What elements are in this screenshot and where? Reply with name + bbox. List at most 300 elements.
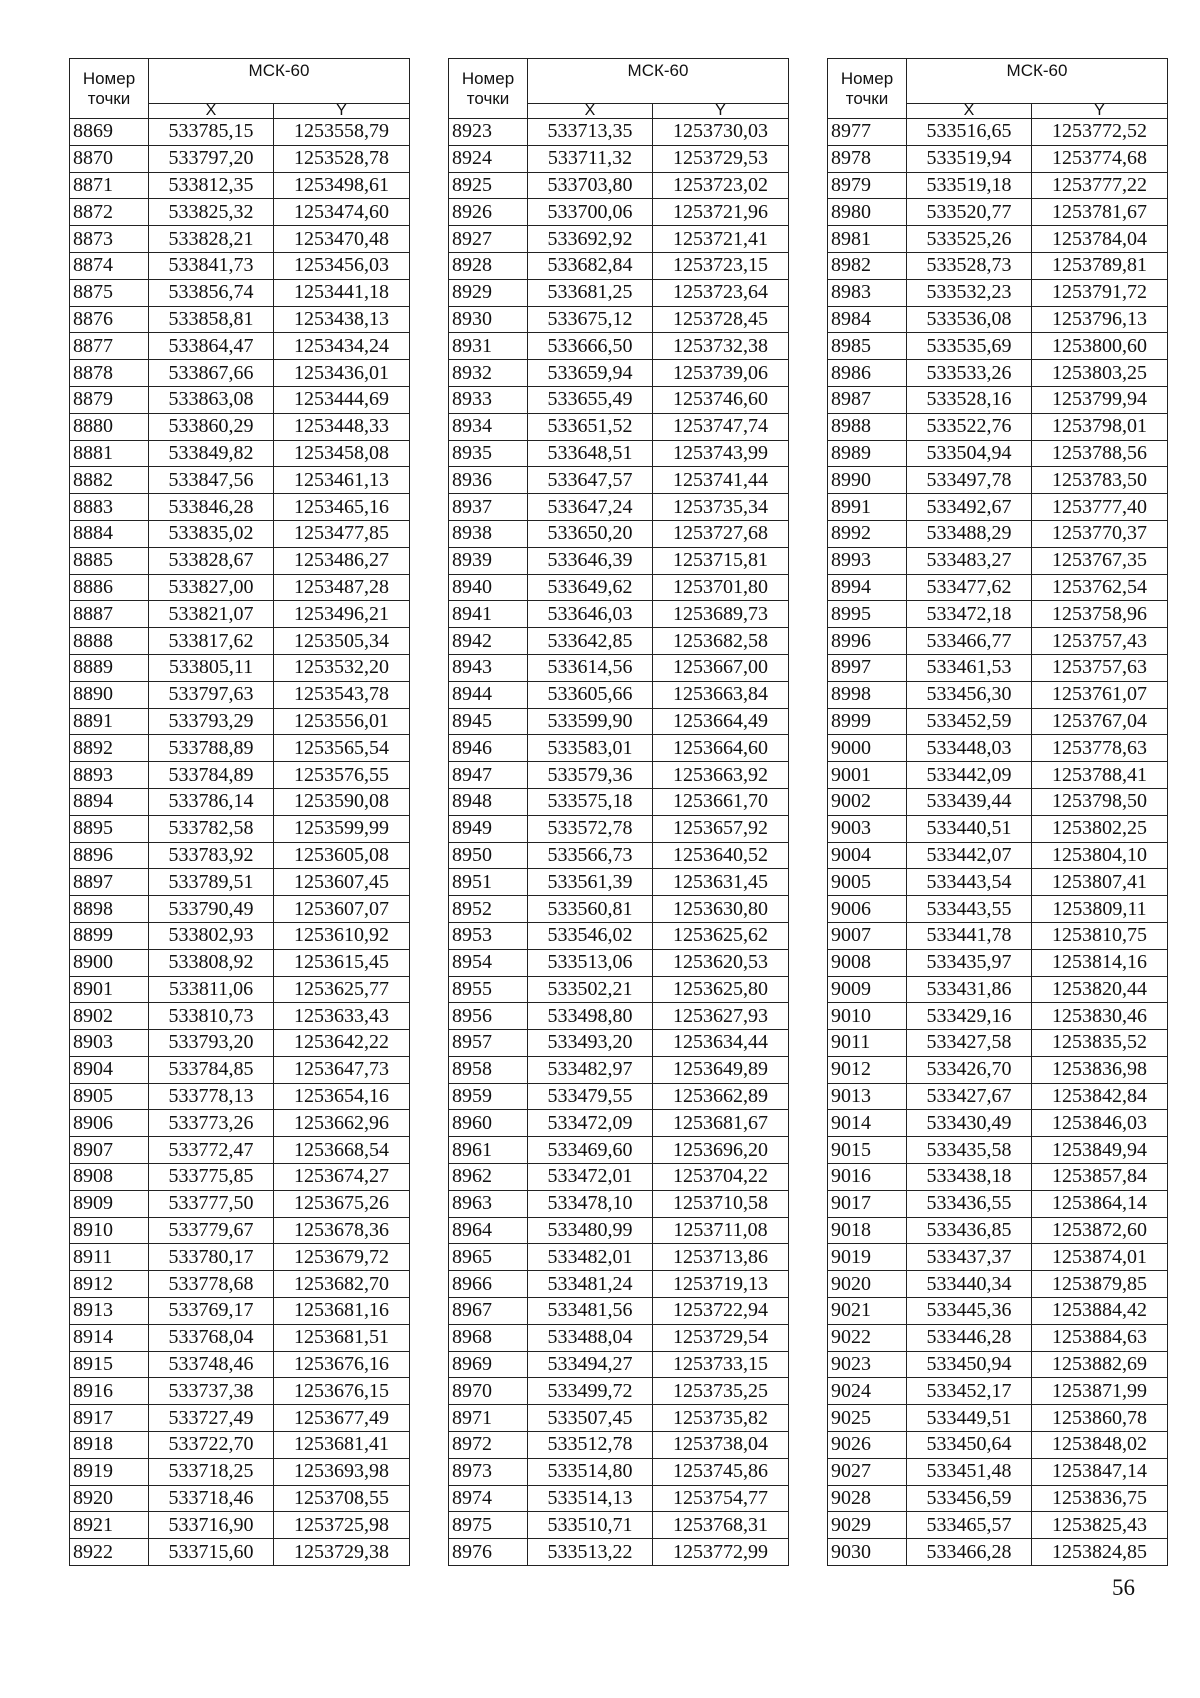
y-coordinate-cell: 1253727,68	[653, 520, 789, 547]
table-row	[828, 1137, 1168, 1164]
x-coordinate-cell: 533456,30	[907, 681, 1032, 708]
x-coordinate-cell: 533479,55	[528, 1083, 653, 1110]
y-coordinate-cell: 1253681,51	[274, 1324, 410, 1351]
point-number-cell: 8982	[828, 252, 907, 279]
x-coordinate-cell: 533682,84	[528, 252, 653, 279]
x-coordinate-cell: 533713,35	[528, 119, 653, 146]
table-row	[449, 1137, 789, 1164]
point-number-cell: 8991	[828, 494, 907, 521]
point-number-cell: 8911	[70, 1244, 149, 1271]
y-coordinate-cell: 1253662,89	[653, 1083, 789, 1110]
table-body	[449, 119, 789, 1566]
table-row	[70, 1271, 410, 1298]
table-row	[828, 386, 1168, 413]
point-number-cell: 8899	[70, 922, 149, 949]
table-row	[828, 520, 1168, 547]
y-coordinate-cell: 1253882,69	[1032, 1351, 1168, 1378]
y-coordinate-cell: 1253871,99	[1032, 1378, 1168, 1405]
header-point-number: Номер точки	[70, 59, 149, 119]
point-number-cell: 8992	[828, 520, 907, 547]
y-coordinate-cell: 1253543,78	[274, 681, 410, 708]
x-coordinate-cell: 533605,66	[528, 681, 653, 708]
point-number-cell: 8952	[449, 896, 528, 923]
y-coordinate-cell: 1253715,81	[653, 547, 789, 574]
y-coordinate-cell: 1253576,55	[274, 762, 410, 789]
x-coordinate-cell: 533435,97	[907, 949, 1032, 976]
table-row	[828, 413, 1168, 440]
coordinates-table-1	[69, 58, 410, 1566]
point-number-cell: 9016	[828, 1164, 907, 1191]
point-number-cell: 8919	[70, 1458, 149, 1485]
table-row	[449, 574, 789, 601]
point-number-cell: 9028	[828, 1485, 907, 1512]
point-number-cell: 9005	[828, 869, 907, 896]
y-coordinate-cell: 1253664,49	[653, 708, 789, 735]
x-coordinate-cell: 533430,49	[907, 1110, 1032, 1137]
x-coordinate-cell: 533461,53	[907, 654, 1032, 681]
point-number-cell: 8922	[70, 1539, 149, 1566]
y-coordinate-cell: 1253711,08	[653, 1217, 789, 1244]
y-coordinate-cell: 1253615,45	[274, 949, 410, 976]
y-coordinate-cell: 1253657,92	[653, 815, 789, 842]
point-number-cell: 8938	[449, 520, 528, 547]
y-coordinate-cell: 1253884,63	[1032, 1324, 1168, 1351]
x-coordinate-cell: 533860,29	[149, 413, 274, 440]
y-coordinate-cell: 1253458,08	[274, 440, 410, 467]
table-row	[828, 574, 1168, 601]
y-coordinate-cell: 1253436,01	[274, 360, 410, 387]
y-coordinate-cell: 1253781,67	[1032, 199, 1168, 226]
x-coordinate-cell: 533451,48	[907, 1458, 1032, 1485]
y-coordinate-cell: 1253721,96	[653, 199, 789, 226]
y-coordinate-cell: 1253474,60	[274, 199, 410, 226]
y-coordinate-cell: 1253661,70	[653, 788, 789, 815]
point-number-cell: 9002	[828, 788, 907, 815]
point-number-cell: 8954	[449, 949, 528, 976]
point-number-cell: 8880	[70, 413, 149, 440]
table-row	[449, 601, 789, 628]
point-number-cell: 8939	[449, 547, 528, 574]
point-number-cell: 8995	[828, 601, 907, 628]
x-coordinate-cell: 533847,56	[149, 467, 274, 494]
x-coordinate-cell: 533647,57	[528, 467, 653, 494]
x-coordinate-cell: 533448,03	[907, 735, 1032, 762]
x-coordinate-cell: 533772,47	[149, 1137, 274, 1164]
y-coordinate-cell: 1253627,93	[653, 1003, 789, 1030]
y-coordinate-cell: 1253830,46	[1032, 1003, 1168, 1030]
point-number-cell: 8989	[828, 440, 907, 467]
point-number-cell: 8875	[70, 279, 149, 306]
x-coordinate-cell: 533651,52	[528, 413, 653, 440]
table-row	[449, 413, 789, 440]
x-coordinate-cell: 533452,17	[907, 1378, 1032, 1405]
y-coordinate-cell: 1253605,08	[274, 842, 410, 869]
x-coordinate-cell: 533450,64	[907, 1432, 1032, 1459]
table-row	[449, 1378, 789, 1405]
y-coordinate-cell: 1253884,42	[1032, 1298, 1168, 1325]
point-number-cell: 8869	[70, 119, 149, 146]
table-row	[70, 1458, 410, 1485]
y-coordinate-cell: 1253444,69	[274, 386, 410, 413]
x-coordinate-cell: 533494,27	[528, 1351, 653, 1378]
table-row	[70, 815, 410, 842]
point-number-cell: 8948	[449, 788, 528, 815]
point-number-cell: 8901	[70, 976, 149, 1003]
y-coordinate-cell: 1253874,01	[1032, 1244, 1168, 1271]
point-number-cell: 9024	[828, 1378, 907, 1405]
point-number-cell: 8970	[449, 1378, 528, 1405]
point-number-cell: 9019	[828, 1244, 907, 1271]
point-number-cell: 8930	[449, 306, 528, 333]
y-coordinate-cell: 1253872,60	[1032, 1217, 1168, 1244]
point-number-cell: 8994	[828, 574, 907, 601]
table-row	[449, 922, 789, 949]
point-number-cell: 9022	[828, 1324, 907, 1351]
y-coordinate-cell: 1253757,43	[1032, 628, 1168, 655]
point-number-cell: 8974	[449, 1485, 528, 1512]
point-number-cell: 8977	[828, 119, 907, 146]
point-number-cell: 8878	[70, 360, 149, 387]
y-coordinate-cell: 1253465,16	[274, 494, 410, 521]
table-row	[449, 360, 789, 387]
y-coordinate-cell: 1253846,03	[1032, 1110, 1168, 1137]
point-number-cell: 9015	[828, 1137, 907, 1164]
x-coordinate-cell: 533647,24	[528, 494, 653, 521]
table-row	[449, 1512, 789, 1539]
x-coordinate-cell: 533780,17	[149, 1244, 274, 1271]
y-coordinate-cell: 1253820,44	[1032, 976, 1168, 1003]
point-number-cell: 8955	[449, 976, 528, 1003]
x-coordinate-cell: 533784,89	[149, 762, 274, 789]
point-number-cell: 8964	[449, 1217, 528, 1244]
table-row	[828, 467, 1168, 494]
y-coordinate-cell: 1253723,64	[653, 279, 789, 306]
coordinates-table-3	[827, 58, 1168, 1566]
y-coordinate-cell: 1253487,28	[274, 574, 410, 601]
point-number-cell: 8877	[70, 333, 149, 360]
y-coordinate-cell: 1253757,63	[1032, 654, 1168, 681]
y-coordinate-cell: 1253532,20	[274, 654, 410, 681]
y-coordinate-cell: 1253783,50	[1032, 467, 1168, 494]
point-number-cell: 8907	[70, 1137, 149, 1164]
x-coordinate-cell: 533646,03	[528, 601, 653, 628]
y-coordinate-cell: 1253732,38	[653, 333, 789, 360]
y-coordinate-cell: 1253710,58	[653, 1190, 789, 1217]
y-coordinate-cell: 1253682,70	[274, 1271, 410, 1298]
y-coordinate-cell: 1253477,85	[274, 520, 410, 547]
table-row	[70, 145, 410, 172]
x-coordinate-cell: 533502,21	[528, 976, 653, 1003]
x-coordinate-cell: 533488,29	[907, 520, 1032, 547]
x-coordinate-cell: 533478,10	[528, 1190, 653, 1217]
x-coordinate-cell: 533659,94	[528, 360, 653, 387]
table-row	[828, 360, 1168, 387]
x-coordinate-cell: 533748,46	[149, 1351, 274, 1378]
y-coordinate-cell: 1253461,13	[274, 467, 410, 494]
point-number-cell: 8915	[70, 1351, 149, 1378]
table-row	[449, 252, 789, 279]
x-coordinate-cell: 533711,32	[528, 145, 653, 172]
x-coordinate-cell: 533835,02	[149, 520, 274, 547]
y-coordinate-cell: 1253681,41	[274, 1432, 410, 1459]
table-row	[449, 896, 789, 923]
x-coordinate-cell: 533805,11	[149, 654, 274, 681]
point-number-cell: 8988	[828, 413, 907, 440]
x-coordinate-cell: 533768,04	[149, 1324, 274, 1351]
y-coordinate-cell: 1253784,04	[1032, 226, 1168, 253]
point-number-cell: 9029	[828, 1512, 907, 1539]
y-coordinate-cell: 1253634,44	[653, 1030, 789, 1057]
x-coordinate-cell: 533481,24	[528, 1271, 653, 1298]
y-coordinate-cell: 1253825,43	[1032, 1512, 1168, 1539]
x-coordinate-cell: 533808,92	[149, 949, 274, 976]
x-coordinate-cell: 533566,73	[528, 842, 653, 869]
x-coordinate-cell: 533575,18	[528, 788, 653, 815]
point-number-cell: 8896	[70, 842, 149, 869]
x-coordinate-cell: 533436,55	[907, 1190, 1032, 1217]
table-row	[828, 119, 1168, 146]
x-coordinate-cell: 533666,50	[528, 333, 653, 360]
point-number-cell: 8894	[70, 788, 149, 815]
table-row	[70, 654, 410, 681]
table-row	[70, 1539, 410, 1566]
point-number-cell: 9014	[828, 1110, 907, 1137]
header-point-number: Номер точки	[828, 59, 907, 119]
table-row	[70, 119, 410, 146]
y-coordinate-cell: 1253565,54	[274, 735, 410, 762]
table-row	[449, 1539, 789, 1566]
table-body	[70, 119, 410, 1566]
header-x: X	[528, 104, 653, 119]
x-coordinate-cell: 533481,56	[528, 1298, 653, 1325]
table-row	[828, 279, 1168, 306]
x-coordinate-cell: 533828,67	[149, 547, 274, 574]
point-number-cell: 8976	[449, 1539, 528, 1566]
point-number-cell: 9030	[828, 1539, 907, 1566]
x-coordinate-cell: 533445,36	[907, 1298, 1032, 1325]
table-row	[828, 681, 1168, 708]
x-coordinate-cell: 533790,49	[149, 896, 274, 923]
y-coordinate-cell: 1253704,22	[653, 1164, 789, 1191]
table-row	[70, 172, 410, 199]
x-coordinate-cell: 533649,62	[528, 574, 653, 601]
x-coordinate-cell: 533648,51	[528, 440, 653, 467]
table-row	[449, 1458, 789, 1485]
y-coordinate-cell: 1253754,77	[653, 1485, 789, 1512]
point-number-cell: 8966	[449, 1271, 528, 1298]
point-number-cell: 8881	[70, 440, 149, 467]
point-number-cell: 8943	[449, 654, 528, 681]
point-number-cell: 8933	[449, 386, 528, 413]
y-coordinate-cell: 1253630,80	[653, 896, 789, 923]
y-coordinate-cell: 1253778,63	[1032, 735, 1168, 762]
point-number-cell: 8978	[828, 145, 907, 172]
x-coordinate-cell: 533449,51	[907, 1405, 1032, 1432]
point-number-cell: 8950	[449, 842, 528, 869]
y-coordinate-cell: 1253676,16	[274, 1351, 410, 1378]
point-number-cell: 8904	[70, 1056, 149, 1083]
y-coordinate-cell: 1253842,84	[1032, 1083, 1168, 1110]
table-row	[828, 1190, 1168, 1217]
x-coordinate-cell: 533483,27	[907, 547, 1032, 574]
point-number-cell: 8889	[70, 654, 149, 681]
table-row	[70, 976, 410, 1003]
x-coordinate-cell: 533716,90	[149, 1512, 274, 1539]
table-row	[449, 467, 789, 494]
point-number-cell: 8975	[449, 1512, 528, 1539]
y-coordinate-cell: 1253810,75	[1032, 922, 1168, 949]
point-number-cell: 9012	[828, 1056, 907, 1083]
point-number-cell: 9018	[828, 1217, 907, 1244]
table-row	[828, 762, 1168, 789]
y-coordinate-cell: 1253836,75	[1032, 1485, 1168, 1512]
x-coordinate-cell: 533812,35	[149, 172, 274, 199]
x-coordinate-cell: 533561,39	[528, 869, 653, 896]
y-coordinate-cell: 1253496,21	[274, 601, 410, 628]
y-coordinate-cell: 1253738,04	[653, 1432, 789, 1459]
y-coordinate-cell: 1253678,36	[274, 1217, 410, 1244]
table-row	[828, 1351, 1168, 1378]
y-coordinate-cell: 1253713,86	[653, 1244, 789, 1271]
y-coordinate-cell: 1253761,07	[1032, 681, 1168, 708]
point-number-cell: 8893	[70, 762, 149, 789]
y-coordinate-cell: 1253719,13	[653, 1271, 789, 1298]
y-coordinate-cell: 1253879,85	[1032, 1271, 1168, 1298]
y-coordinate-cell: 1253847,14	[1032, 1458, 1168, 1485]
table-row	[70, 547, 410, 574]
point-number-cell: 9013	[828, 1083, 907, 1110]
point-number-cell: 8902	[70, 1003, 149, 1030]
x-coordinate-cell: 533536,08	[907, 306, 1032, 333]
table-row	[449, 494, 789, 521]
x-coordinate-cell: 533715,60	[149, 1539, 274, 1566]
table-row	[828, 172, 1168, 199]
header-point-number: Номер точки	[449, 59, 528, 119]
x-coordinate-cell: 533783,92	[149, 842, 274, 869]
point-number-cell: 8957	[449, 1030, 528, 1057]
table-row	[70, 279, 410, 306]
point-number-cell: 8909	[70, 1190, 149, 1217]
y-coordinate-cell: 1253804,10	[1032, 842, 1168, 869]
y-coordinate-cell: 1253733,15	[653, 1351, 789, 1378]
table-row	[449, 306, 789, 333]
y-coordinate-cell: 1253607,07	[274, 896, 410, 923]
table-row	[449, 440, 789, 467]
table-row	[70, 1351, 410, 1378]
y-coordinate-cell: 1253739,06	[653, 360, 789, 387]
y-coordinate-cell: 1253860,78	[1032, 1405, 1168, 1432]
y-coordinate-cell: 1253607,45	[274, 869, 410, 896]
point-number-cell: 9011	[828, 1030, 907, 1057]
y-coordinate-cell: 1253735,82	[653, 1405, 789, 1432]
table-row	[828, 896, 1168, 923]
x-coordinate-cell: 533863,08	[149, 386, 274, 413]
y-coordinate-cell: 1253663,84	[653, 681, 789, 708]
x-coordinate-cell: 533778,13	[149, 1083, 274, 1110]
table-row	[449, 681, 789, 708]
x-coordinate-cell: 533737,38	[149, 1378, 274, 1405]
point-number-cell: 8914	[70, 1324, 149, 1351]
x-coordinate-cell: 533797,63	[149, 681, 274, 708]
point-number-cell: 8910	[70, 1217, 149, 1244]
x-coordinate-cell: 533793,20	[149, 1030, 274, 1057]
x-coordinate-cell: 533864,47	[149, 333, 274, 360]
point-number-cell: 8870	[70, 145, 149, 172]
table-row	[828, 1030, 1168, 1057]
table-row	[449, 735, 789, 762]
y-coordinate-cell: 1253599,99	[274, 815, 410, 842]
table-row	[70, 601, 410, 628]
header-y: Y	[274, 104, 410, 119]
x-coordinate-cell: 533810,73	[149, 1003, 274, 1030]
x-coordinate-cell: 533642,85	[528, 628, 653, 655]
table-row	[70, 494, 410, 521]
y-coordinate-cell: 1253798,50	[1032, 788, 1168, 815]
y-coordinate-cell: 1253633,43	[274, 1003, 410, 1030]
x-coordinate-cell: 533438,18	[907, 1164, 1032, 1191]
x-coordinate-cell: 533427,58	[907, 1030, 1032, 1057]
point-number-cell: 8986	[828, 360, 907, 387]
point-number-cell: 8951	[449, 869, 528, 896]
y-coordinate-cell: 1253723,02	[653, 172, 789, 199]
table-row	[449, 762, 789, 789]
table-row	[828, 601, 1168, 628]
y-coordinate-cell: 1253676,15	[274, 1378, 410, 1405]
x-coordinate-cell: 533681,25	[528, 279, 653, 306]
x-coordinate-cell: 533784,85	[149, 1056, 274, 1083]
point-number-cell: 8997	[828, 654, 907, 681]
x-coordinate-cell: 533466,28	[907, 1539, 1032, 1566]
y-coordinate-cell: 1253528,78	[274, 145, 410, 172]
y-coordinate-cell: 1253758,96	[1032, 601, 1168, 628]
table-row	[828, 1539, 1168, 1566]
y-coordinate-cell: 1253836,98	[1032, 1056, 1168, 1083]
table-row	[449, 628, 789, 655]
x-coordinate-cell: 533782,58	[149, 815, 274, 842]
table-row	[449, 226, 789, 253]
x-coordinate-cell: 533520,77	[907, 199, 1032, 226]
table-row	[449, 1432, 789, 1459]
point-number-cell: 8990	[828, 467, 907, 494]
table-row	[70, 1405, 410, 1432]
y-coordinate-cell: 1253448,33	[274, 413, 410, 440]
table-row	[70, 1003, 410, 1030]
point-number-cell: 9003	[828, 815, 907, 842]
table-row	[70, 467, 410, 494]
table-row	[70, 1137, 410, 1164]
table-row	[828, 1298, 1168, 1325]
table-row	[449, 1244, 789, 1271]
table-row	[828, 869, 1168, 896]
point-number-cell: 9001	[828, 762, 907, 789]
x-coordinate-cell: 533431,86	[907, 976, 1032, 1003]
point-number-cell: 8920	[70, 1485, 149, 1512]
x-coordinate-cell: 533492,67	[907, 494, 1032, 521]
point-number-cell: 8890	[70, 681, 149, 708]
x-coordinate-cell: 533825,32	[149, 199, 274, 226]
y-coordinate-cell: 1253434,24	[274, 333, 410, 360]
x-coordinate-cell: 533786,14	[149, 788, 274, 815]
y-coordinate-cell: 1253668,54	[274, 1137, 410, 1164]
point-number-cell: 8912	[70, 1271, 149, 1298]
table-row	[449, 1324, 789, 1351]
x-coordinate-cell: 533525,26	[907, 226, 1032, 253]
point-number-cell: 8944	[449, 681, 528, 708]
y-coordinate-cell: 1253689,73	[653, 601, 789, 628]
table-row	[828, 1458, 1168, 1485]
y-coordinate-cell: 1253768,31	[653, 1512, 789, 1539]
table-row	[449, 1003, 789, 1030]
